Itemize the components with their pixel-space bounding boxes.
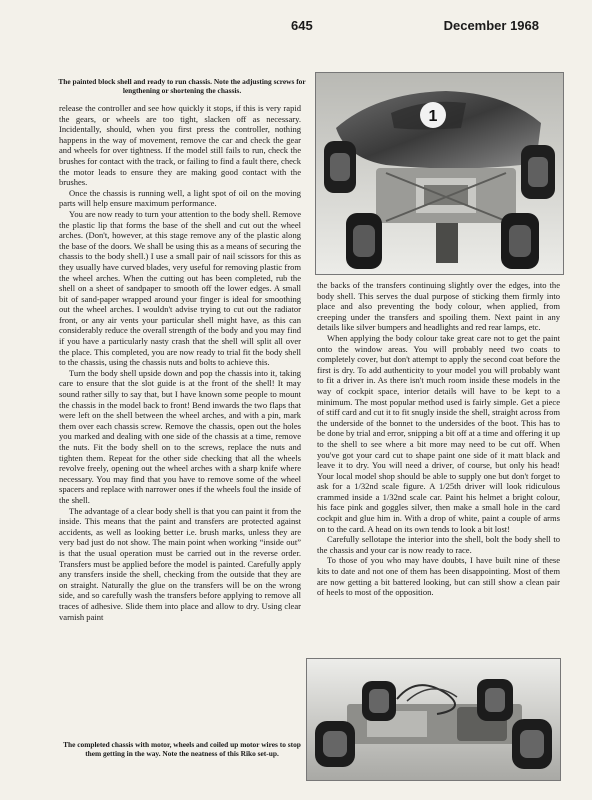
paragraph: When applying the body colour take great care not to get the paint onto the window areas. You will probably need two coats to completely cover, but don't attempt to apply the second coat before the first is dry. To add authenticity to your model you will probably want to fit a driver in. As there isn't much room inside these models in the way of cockpit space, interior details will have to be kept to a minimum. The most popular method used is fairly simple. Get a piece of stiff card and cut it to fit snugly inside the shell, straight across from the underside of the bonnet to the undersides of the boot. This has to be done by trial and error, snipping a bit off at a time and offering it up to the shell to see where a bit more may need to be cut off. When you've got your card cut to shape paint one side of it matt black and leave it to dry. You will need a driver, of course, but only his head! Your local model shop should be able to supply one but don't forget to ask for a 1/32nd scale figure. A 1/25th driver will look ridiculous crammed inside a 1/32nd scale car. Paint his helmet a bright colour, his face pink and goggles silver, then make a small hole in the card cockpit and glue him in. With a drop of white, paint a couple of arms on to the card. A head on its own tends to look a bit lost!: [317, 332, 560, 534]
slot-car-body-image: [316, 73, 563, 274]
photo-caption-bottom: The completed chassis with motor, wheels and coiled up motor wires to stop them getting in the way. Note the neatness of this Riko set-up.: [63, 740, 301, 758]
race-number: 1: [428, 108, 438, 125]
paragraph: release the controller and see how quickly it stops, if this is very rapid the gears, or wheels are too tight, slacken off as necessary. Incidentally, should, when you first press the controller, nothing happens in the way of movement, remove the car and check the gear and wheels for over tightness. If the model still fails to run, check the brushes for contact with the track, or failing to find a fault there, check the motor leads to ensure they are making good contact with the brushes.: [59, 103, 301, 188]
article-right-column: [317, 280, 560, 598]
paragraph: Carefully sellotape the interior into the shell, bolt the body shell to the chassis and your car is now ready to race.: [317, 534, 560, 555]
slot-car-chassis-image: [307, 659, 560, 780]
paragraph: The advantage of a clear body shell is that you can paint it from the inside. This means that the paint and transfers are protected against accidents, as well as looking better i.e. brush marks, unless they are very bad just do not show. The main point when working “inside out” is that the usual operation must be carried out in the reverse order. Transfers must be applied before the model is painted. Carefully apply any transfers inside the shell, checking from the outside that they are on straight. Naturally the glue on the transfers will be on the wrong side, and so carefully wash the transfers before applying to remove all traces of adhesive. Slide them into place and allow to dry. Using clear varnish paint: [59, 505, 301, 622]
paragraph: Turn the body shell upside down and pop the chassis into it, taking care to ensure that the slot guide is at the front of the shell! It may sound rather silly to say that, but I have known some people to mount the chassis in the model back to front! Bend inwards the two flaps that were left on the shell between the wheel arches, and with a pin, mark them over each chassis screw. Remove the chassis, open out the holes you marked and dealing with one side of the chassis at a time, remove the nuts. Fit the body shell on to the screws, replace the nuts and tighten them. Repeat for the other side checking that all the wheels revolve freely, opening out the wheel arches with a sharp knife where necessary. You may find that you have to remove some of the wheel spacers and replace with narrower ones if the wheels foul the inside of the shell.: [59, 367, 301, 505]
photo-painted-shell: [315, 72, 564, 275]
photo-caption-top: The painted block shell and ready to run chassis. Note the adjusting screws for lengthening or shortening the chassis.: [58, 77, 306, 95]
paragraph: Once the chassis is running well, a light spot of oil on the moving parts will help ensure maximum performance.: [59, 187, 301, 209]
paragraph: To those of you who may have doubts, I have built nine of these kits to date and not one of them has been disappointing. Most of them are now getting a bit battered looking, but can still show a clean pair of heels to most of the opposition.: [317, 555, 560, 598]
photo-completed-chassis: [306, 658, 561, 781]
paragraph: You are now ready to turn your attention to the body shell. Remove the plastic lip that forms the base of the shell and cut out the wheel arches. (Don't, however, at this stage remove any of the plastic along the base of the doors. We shall be using this as a means of securing the chassis to the body shell.) I use a small pair of nail scissors for this as they usually have curved blades, very useful for removing plastic from the wheel arches. When the cutting out has been completed, rub the shell on a sheet of sandpaper to smooth off the lower edges. A small bit of sand-paper wrapped around your finger is ideal for smoothing out the wheel arches. I wouldn't advise trying to cut out the radiator front, or any air vents your particular shell might have, as this can considerably reduce the overall strength of the body and you may find if you have a particularly nasty crash that the shell will split all over the place. This completed, you are now ready to trial fit the body shell to the chassis, using the chassis nuts and bolts to achieve this.: [59, 208, 301, 368]
page-number: 645: [291, 18, 313, 33]
issue-date: December 1968: [443, 18, 539, 33]
paragraph: the backs of the transfers continuing slightly over the edges, into the body shell. This serves the dual purpose of sticking them firmly into place and also preventing the body colour, when applied, from creeping under the transfers and spoiling them. Next paint in any details like silver bumpers and headlights and red rear lamps, etc.: [317, 280, 560, 333]
article-left-column: [59, 103, 301, 622]
